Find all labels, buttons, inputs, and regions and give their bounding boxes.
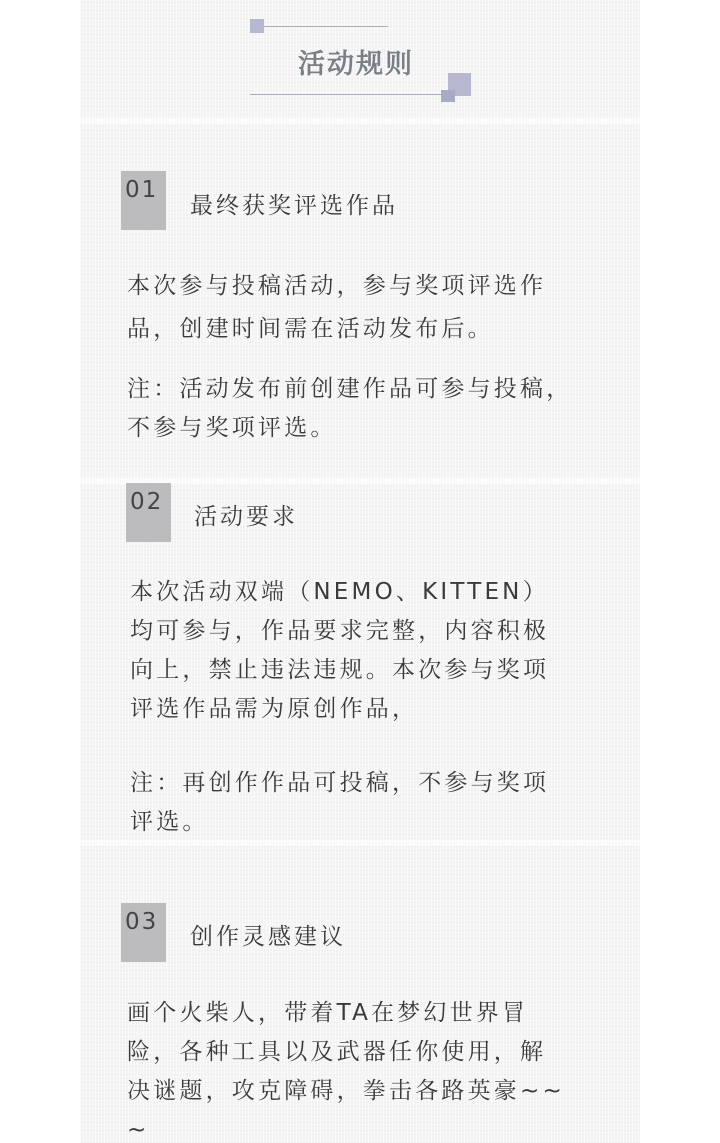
section-number-box bbox=[126, 483, 171, 542]
deco-line-top bbox=[264, 26, 388, 27]
section-note: 注：再创作作品可投稿，不参与奖项 评选。 bbox=[130, 770, 550, 835]
section-number-box bbox=[121, 903, 166, 962]
deco-line-bottom bbox=[250, 94, 446, 95]
section-note: 注：活动发布前创建作品可参与投稿， 不参与奖项评选。 bbox=[127, 376, 573, 441]
section-number: 01 bbox=[125, 177, 159, 203]
section-number: 03 bbox=[125, 909, 159, 935]
section-number-box bbox=[121, 171, 166, 230]
divider bbox=[80, 118, 640, 124]
section-paragraph: 画个火柴人，带着TA在梦幻世界冒 险，各种工具以及武器任你使用，解 决谜题，攻克障碍，拳击各路英豪~~ ~ bbox=[127, 1000, 565, 1143]
deco-square-bottom-small bbox=[441, 90, 455, 102]
section-paragraph: 本次活动双端（NEMO、KITTEN） 均可参与，作品要求完整，内容积极 向上，禁止违法违规。本次参与奖项 评选作品需为原创作品， bbox=[130, 579, 550, 722]
section-title: 创作灵感建议 bbox=[190, 924, 346, 950]
page-title: 活动规则 bbox=[298, 49, 414, 80]
section-title: 活动要求 bbox=[194, 504, 298, 530]
deco-square-top bbox=[250, 19, 264, 33]
section-number: 02 bbox=[130, 489, 164, 515]
section-paragraph: 本次参与投稿活动，参与奖项评选作 品，创建时间需在活动发布后。 bbox=[127, 273, 547, 342]
section-title: 最终获奖评选作品 bbox=[190, 193, 398, 219]
